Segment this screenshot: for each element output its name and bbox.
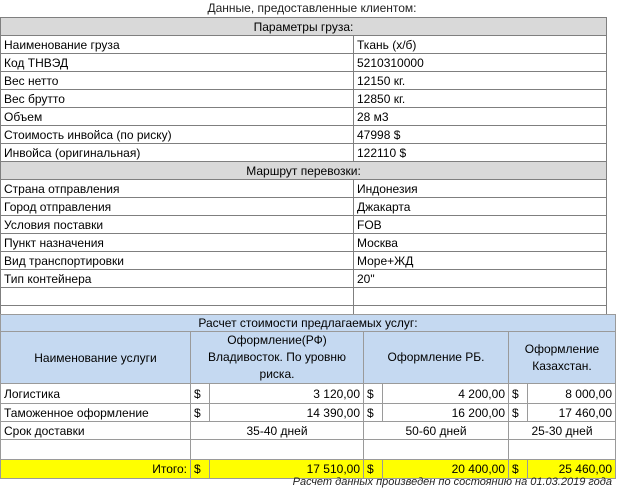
table-row: Город отправления Джакарта (1, 198, 607, 216)
services-section-title: Расчет стоимости предлагаемых услуг: (1, 315, 616, 332)
table-row: Код ТНВЭД 5210310000 (1, 54, 607, 72)
table-row: Стоимость инвойса (по риску) 47998 $ (1, 126, 607, 144)
footnote: Расчет данных произведен по состоянию на 01.03.2019 года (292, 476, 612, 488)
spacer-row (1, 440, 616, 460)
col-header-service-name: Наименование услуги (1, 332, 191, 384)
table-row: Условия поставки FOB (1, 216, 607, 234)
cargo-route-table (0, 17, 607, 324)
col-header-rb: Оформление РБ. (364, 332, 509, 384)
table-row: Срок доставки 35-40 дней 50-60 дней 25-30 дней (1, 422, 616, 440)
total-row: Итого: $ 17 510,00 $ 20 400,00 $ 25 460,00 (1, 460, 616, 479)
table-row: Пункт назначения Москва (1, 234, 607, 252)
total-label: Итого: (1, 460, 191, 479)
table-row: Инвойса (оригинальная) 122110 $ (1, 144, 607, 162)
empty-row (1, 288, 607, 306)
table-row: Объем 28 м3 (1, 108, 607, 126)
col-header-rf: Оформление(РФ) Владивосток. По уровню риска. (191, 332, 364, 384)
table-row: Вес нетто 12150 кг. (1, 72, 607, 90)
table-row: Логистика $ 3 120,00 $ 4 200,00 $ 8 000,00 (1, 384, 616, 404)
services-table (0, 314, 616, 479)
table-row: Вес брутто 12850 кг. (1, 90, 607, 108)
table-row: Вид транспортировки Море+ЖД (1, 252, 607, 270)
route-section-title: Маршрут перевозки: (1, 162, 607, 180)
cargo-section-title: Параметры груза: (1, 18, 607, 36)
table-row: Наименование груза Ткань (х/б) (1, 36, 607, 54)
table-row: Тип контейнера 20" (1, 270, 607, 288)
col-header-kz: Оформление Казахстан. (509, 332, 616, 384)
table-row: Страна отправления Индонезия (1, 180, 607, 198)
table-row: Таможенное оформление $ 14 390,00 $ 16 200,00 $ 17 460,00 (1, 404, 616, 422)
document-title: Данные, предоставленные клиентом: (207, 1, 417, 15)
